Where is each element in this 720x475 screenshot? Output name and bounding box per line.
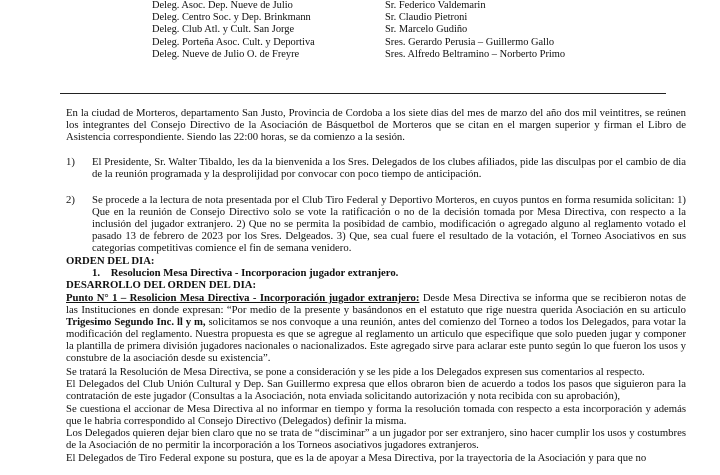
attendance-club: Deleg. Club Atl. y Cult. San Jorge (152, 24, 295, 35)
intro-paragraph: En la ciudad de Morteros, departamento San Justo, Provincia de Cordoba a los siete dias del mes de marzo del año dos mil veintitres, se reúnen los integrantes del Consejo Directivo de la Asociación de Básquetbol de Morteros que se citan en el margen superior y firman el Libro de Asistencia correspondiente. Siendo las 22:00 horas, se da comienzo a la sesión. (66, 107, 686, 143)
item-1-text: El Presidente, Sr. Walter Tibaldo, les da la bienvenida a los Sres. Delegados de los clubes afiliados, pide las disculpas por el cambio de dia de la reunión programada y la desprolijidad por convocar con poco tiempo de anticipación. (92, 156, 686, 180)
attendance-club: Deleg. Asoc. Dep. Nueve de Julio (152, 0, 293, 11)
punto-paragraph (66, 292, 686, 364)
paragraph: Se tratará la Resolución de Mesa Directiva, se pone a consideración y se les pide a los Delegados expresen sus comentarios al respecto. (66, 366, 645, 378)
paragraph: El Delegados del Club Unión Cultural y Dep. San Guillermo expresa que ellos obraron bien de acuerdo a todos los pasos que siguieron para la contratación de este jugador (Consultas a la Asociación, nota enviada solicitando autorización y nota recibida con su aprobación), (66, 378, 686, 402)
attendance-club: Deleg. Nueve de Julio O. de Freyre (152, 49, 300, 60)
item-number: 2) (66, 194, 75, 206)
punto-article-ref: Trigesimo Segundo Inc. ll y m, (66, 316, 206, 328)
paragraph: Se cuestiona el accionar de Mesa Directiva al no informar en tiempo y forma la resolución tomada con respecto a esta incorporación y además que le habria correspondido al Consejo Directivo (Delegados) definir la misma. (66, 403, 686, 427)
punto-label: Punto N° 1 – Resolicion Mesa Directiva - Incorporación jugador extranjero: (66, 292, 420, 304)
paragraph: Los Delegados quieren dejar bien claro que no se trata de “disciminar” a un jugador por ser extranjero, sino hacer cumplir los usos y costumbres de la Asociación de no permitir la incorporación a los Torneos asociativos jugadores extranjeros. (66, 427, 686, 451)
punto-text-a: Desde Mesa Directiva se informa que se recibieron notas de las Instituciones en donde expresan: “Por medio de la presente y basándonos en el estatuto que rige nuestra querida Asociación en su articulo (66, 292, 686, 316)
attendance-delegate: Sr. Claudio Pietroni (385, 12, 468, 23)
attendance-delegate: Sres. Gerardo Perusia – Guillermo Gallo (385, 37, 555, 48)
attendance-club: Deleg. Porteña Asoc. Cult. y Deportiva (152, 37, 315, 48)
orden-title: ORDEN DEL DIA: (66, 255, 155, 267)
divider-line (60, 93, 666, 94)
attendance-delegate: Sr. Federico Valdemarin (385, 0, 486, 11)
attendance-delegate: Sr. Marcelo Gudiño (385, 24, 468, 35)
item-number: 1) (66, 156, 75, 168)
orden-item: 1. Resolucion Mesa Directiva - Incorporacion jugador extranjero. (92, 267, 399, 279)
item-2-text: Se procede a la lectura de nota presentada por el Club Tiro Federal y Deportivo Morteros, en cuyos puntos en forma resumida solicitan: 1) Que en la reunión de Consejo Directivo solo se vote la ratificación o no de la decisión tomada por Mesa Directiva, con respecto a la inclusión del jugador extranjero. 2) Que no se permita la posibidad de cambio, modificación o agregado alguno al reglamento votado el pasado 13 de febrero de 2023 por los Sres. Delgeados. 3) Que, sea cual fuere el resultado de la votación, el Torneo Asociativos en sus categorias competitivas comience el fin de semana venidero. (92, 194, 686, 254)
desarrollo-title: DESARROLLO DEL ORDEN DEL DIA: (66, 279, 257, 291)
punto-text-c: solicitamos se nos convoque a una reunión, antes del comienzo del Torneo a todos los Delegados, para votar la modificación del reglamento. Nuestra propuesta es que se agregue al reglamento un articulo que especifique que solo pueden jugar y componer la plantilla de primera división jugadores nacionales o nacionalizados. Este agregado sirve para aclarar este punto según lo que fueron los usos y constubre de la asociación desde su existencia”. (66, 316, 687, 364)
attendance-club: Deleg. Centro Soc. y Dep. Brinkmann (152, 12, 311, 23)
paragraph: El Delegados de Tiro Federal expone su postura, que es la de apoyar a Mesa Directiva, por la trayectoria de la Asociación y para que no (66, 452, 647, 464)
attendance-delegate: Sres. Alfredo Beltramino – Norberto Primo (385, 49, 566, 60)
